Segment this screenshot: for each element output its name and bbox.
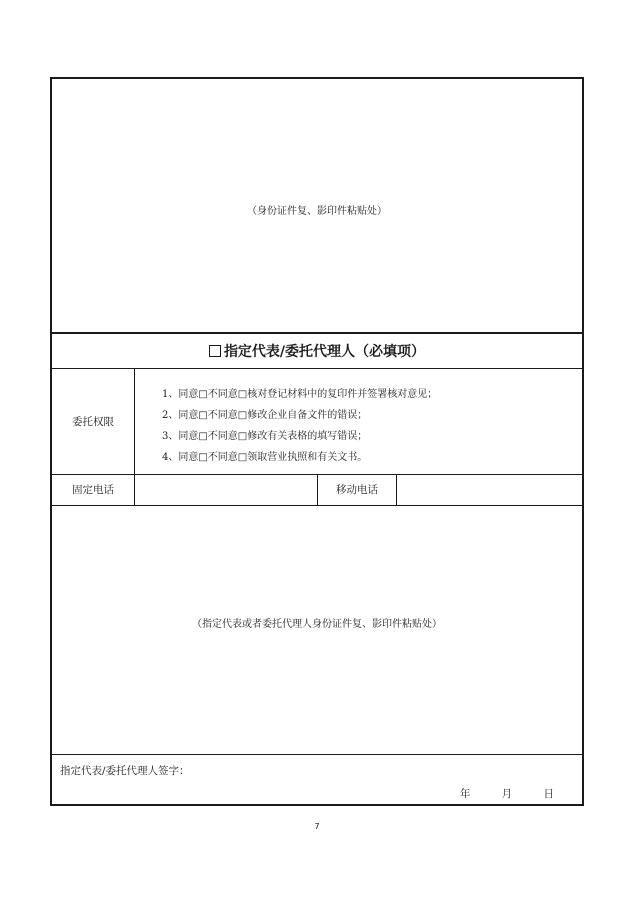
- list-item: 3、同意□不同意□修改有关表格的填写错误；: [162, 431, 368, 442]
- mobile-phone-label: 移动电话: [336, 484, 378, 496]
- signature-date: [460, 786, 554, 801]
- list-item: 2、同意□不同意□修改企业自备文件的错误；: [162, 410, 368, 421]
- form-frame: [50, 77, 584, 806]
- date-month: 月: [501, 788, 513, 800]
- date-day: 日: [543, 788, 554, 800]
- list-item: 4、同意□不同意□领取营业执照和有关文书。: [162, 452, 368, 463]
- signature-label: 指定代表/委托代理人签字：: [60, 765, 190, 777]
- section-title: [52, 335, 582, 367]
- page-number: 7: [314, 822, 320, 831]
- divider: [52, 505, 582, 506]
- section-title-text: 指定代表/委托代理人（必填项）: [223, 344, 426, 360]
- date-year: 年: [459, 788, 471, 800]
- id-copy-paste-area-caption: （身份证件复、影印件粘贴处）: [247, 206, 387, 217]
- list-item: 1、同意□不同意□核对登记材料中的复印件并签署核对意见；: [162, 389, 438, 400]
- authorization-list: [162, 384, 437, 468]
- agent-id-copy-paste-area-caption: （指定代表或者委托代理人身份证件复、影印件粘贴处）: [192, 619, 442, 630]
- fixed-phone-label: 固定电话: [72, 484, 114, 496]
- divider: [52, 332, 582, 334]
- fixed-phone-field[interactable]: [135, 474, 317, 505]
- mobile-phone-field[interactable]: [397, 474, 582, 505]
- checkbox-icon[interactable]: [209, 345, 221, 357]
- divider: [52, 754, 582, 755]
- authorization-label: 委托权限: [72, 415, 114, 428]
